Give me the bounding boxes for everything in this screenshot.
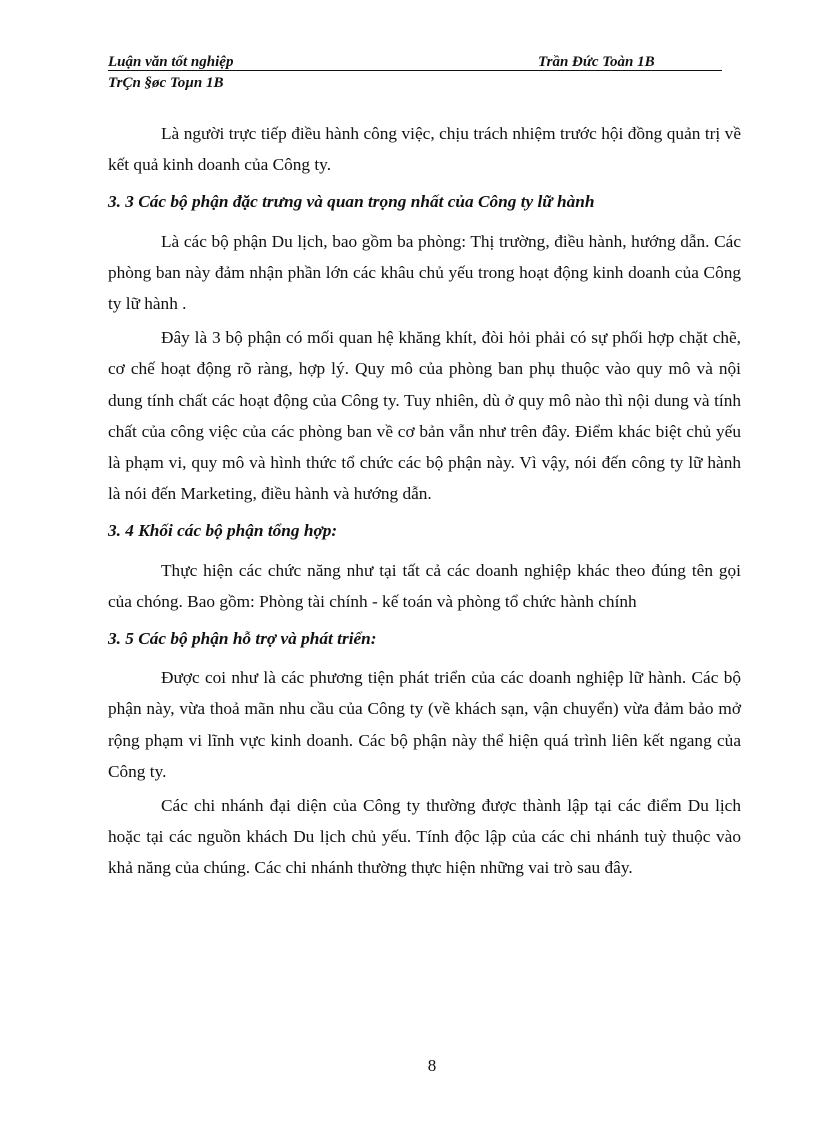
- section-heading-3-4: 3. 4 Khối các bộ phận tổng hợp:: [108, 521, 338, 541]
- header-divider: [108, 70, 722, 71]
- body-content: [108, 118, 741, 887]
- paragraph-branch-offices: Các chi nhánh đại diện của Công ty thường được thành lập tại các điểm Du lịch hoặc tại các nguồn khách Du lịch chủ yếu. Tính độc lập của các chi nhánh tuỳ thuộc vào khả năng của chúng. Các chi nhánh thường thực hiện những vai trò sau đây.: [108, 796, 741, 878]
- header-author: Trần Đức Toàn 1B: [538, 54, 655, 70]
- paragraph-director-role: Là người trực tiếp điều hành công việc, chịu trách nhiệm trước hội đồng quản trị về kết quả kinh doanh của Công ty.: [108, 124, 741, 175]
- header-thesis-title: Luận văn tốt nghiệp: [108, 54, 234, 70]
- paragraph-general-departments: Thực hiện các chức năng như tại tất cả các doanh nghiệp khác theo đúng tên gọi của chóng. Bao gồm: Phòng tài chính - kế toán và phòng tổ chức hành chính: [108, 560, 741, 611]
- page-number: 8: [427, 1056, 437, 1075]
- paragraph-department-relations: Đây là 3 bộ phận có mối quan hệ khăng khít, đòi hỏi phải có sự phối hợp chặt chẽ, cơ chế hoạt động rõ ràng, hợp lý. Quy mô của phòng ban phụ thuộc vào quy mô và nội dung tính chất các hoạt động của Công ty. Tuy nhiên, dù ở quy mô nào thì nội dung và tính chất của công việc của các phòng ban về cơ bản vẫn như trên đây. Điểm khác biệt chủ yếu là phạm vi, quy mô và hình thức tổ chức các bộ phận này. Vì vậy, nói đến công ty lữ hành là nói đến Marketing, điều hành và hướng dẫn.: [108, 328, 741, 504]
- paragraph-support-departments: Được coi như là các phương tiện phát triển của các doanh nghiệp lữ hành. Các bộ phận này, vừa thoả mãn nhu cầu của Công ty (về khách sạn, vận chuyển) vừa đảm bảo mở rộng phạm vi lĩnh vực kinh doanh. Các bộ phận này thể hiện quá trình liên kết ngang của Công ty.: [108, 668, 741, 781]
- header-author-legacy-encoding: TrÇn §øc Toµn 1B: [108, 75, 224, 91]
- section-heading-3-3: 3. 3 Các bộ phận đặc trưng và quan trọng nhất của Công ty lữ hành: [108, 192, 595, 212]
- paragraph-tourism-departments: Là các bộ phận Du lịch, bao gồm ba phòng: Thị trường, điều hành, hướng dẫn. Các phòng ban này đảm nhận phần lớn các khâu chủ yếu trong hoạt động kinh doanh của Công ty lữ hành .: [108, 231, 741, 314]
- section-heading-3-5: 3. 5 Các bộ phận hỗ trợ và phát triển:: [108, 629, 377, 649]
